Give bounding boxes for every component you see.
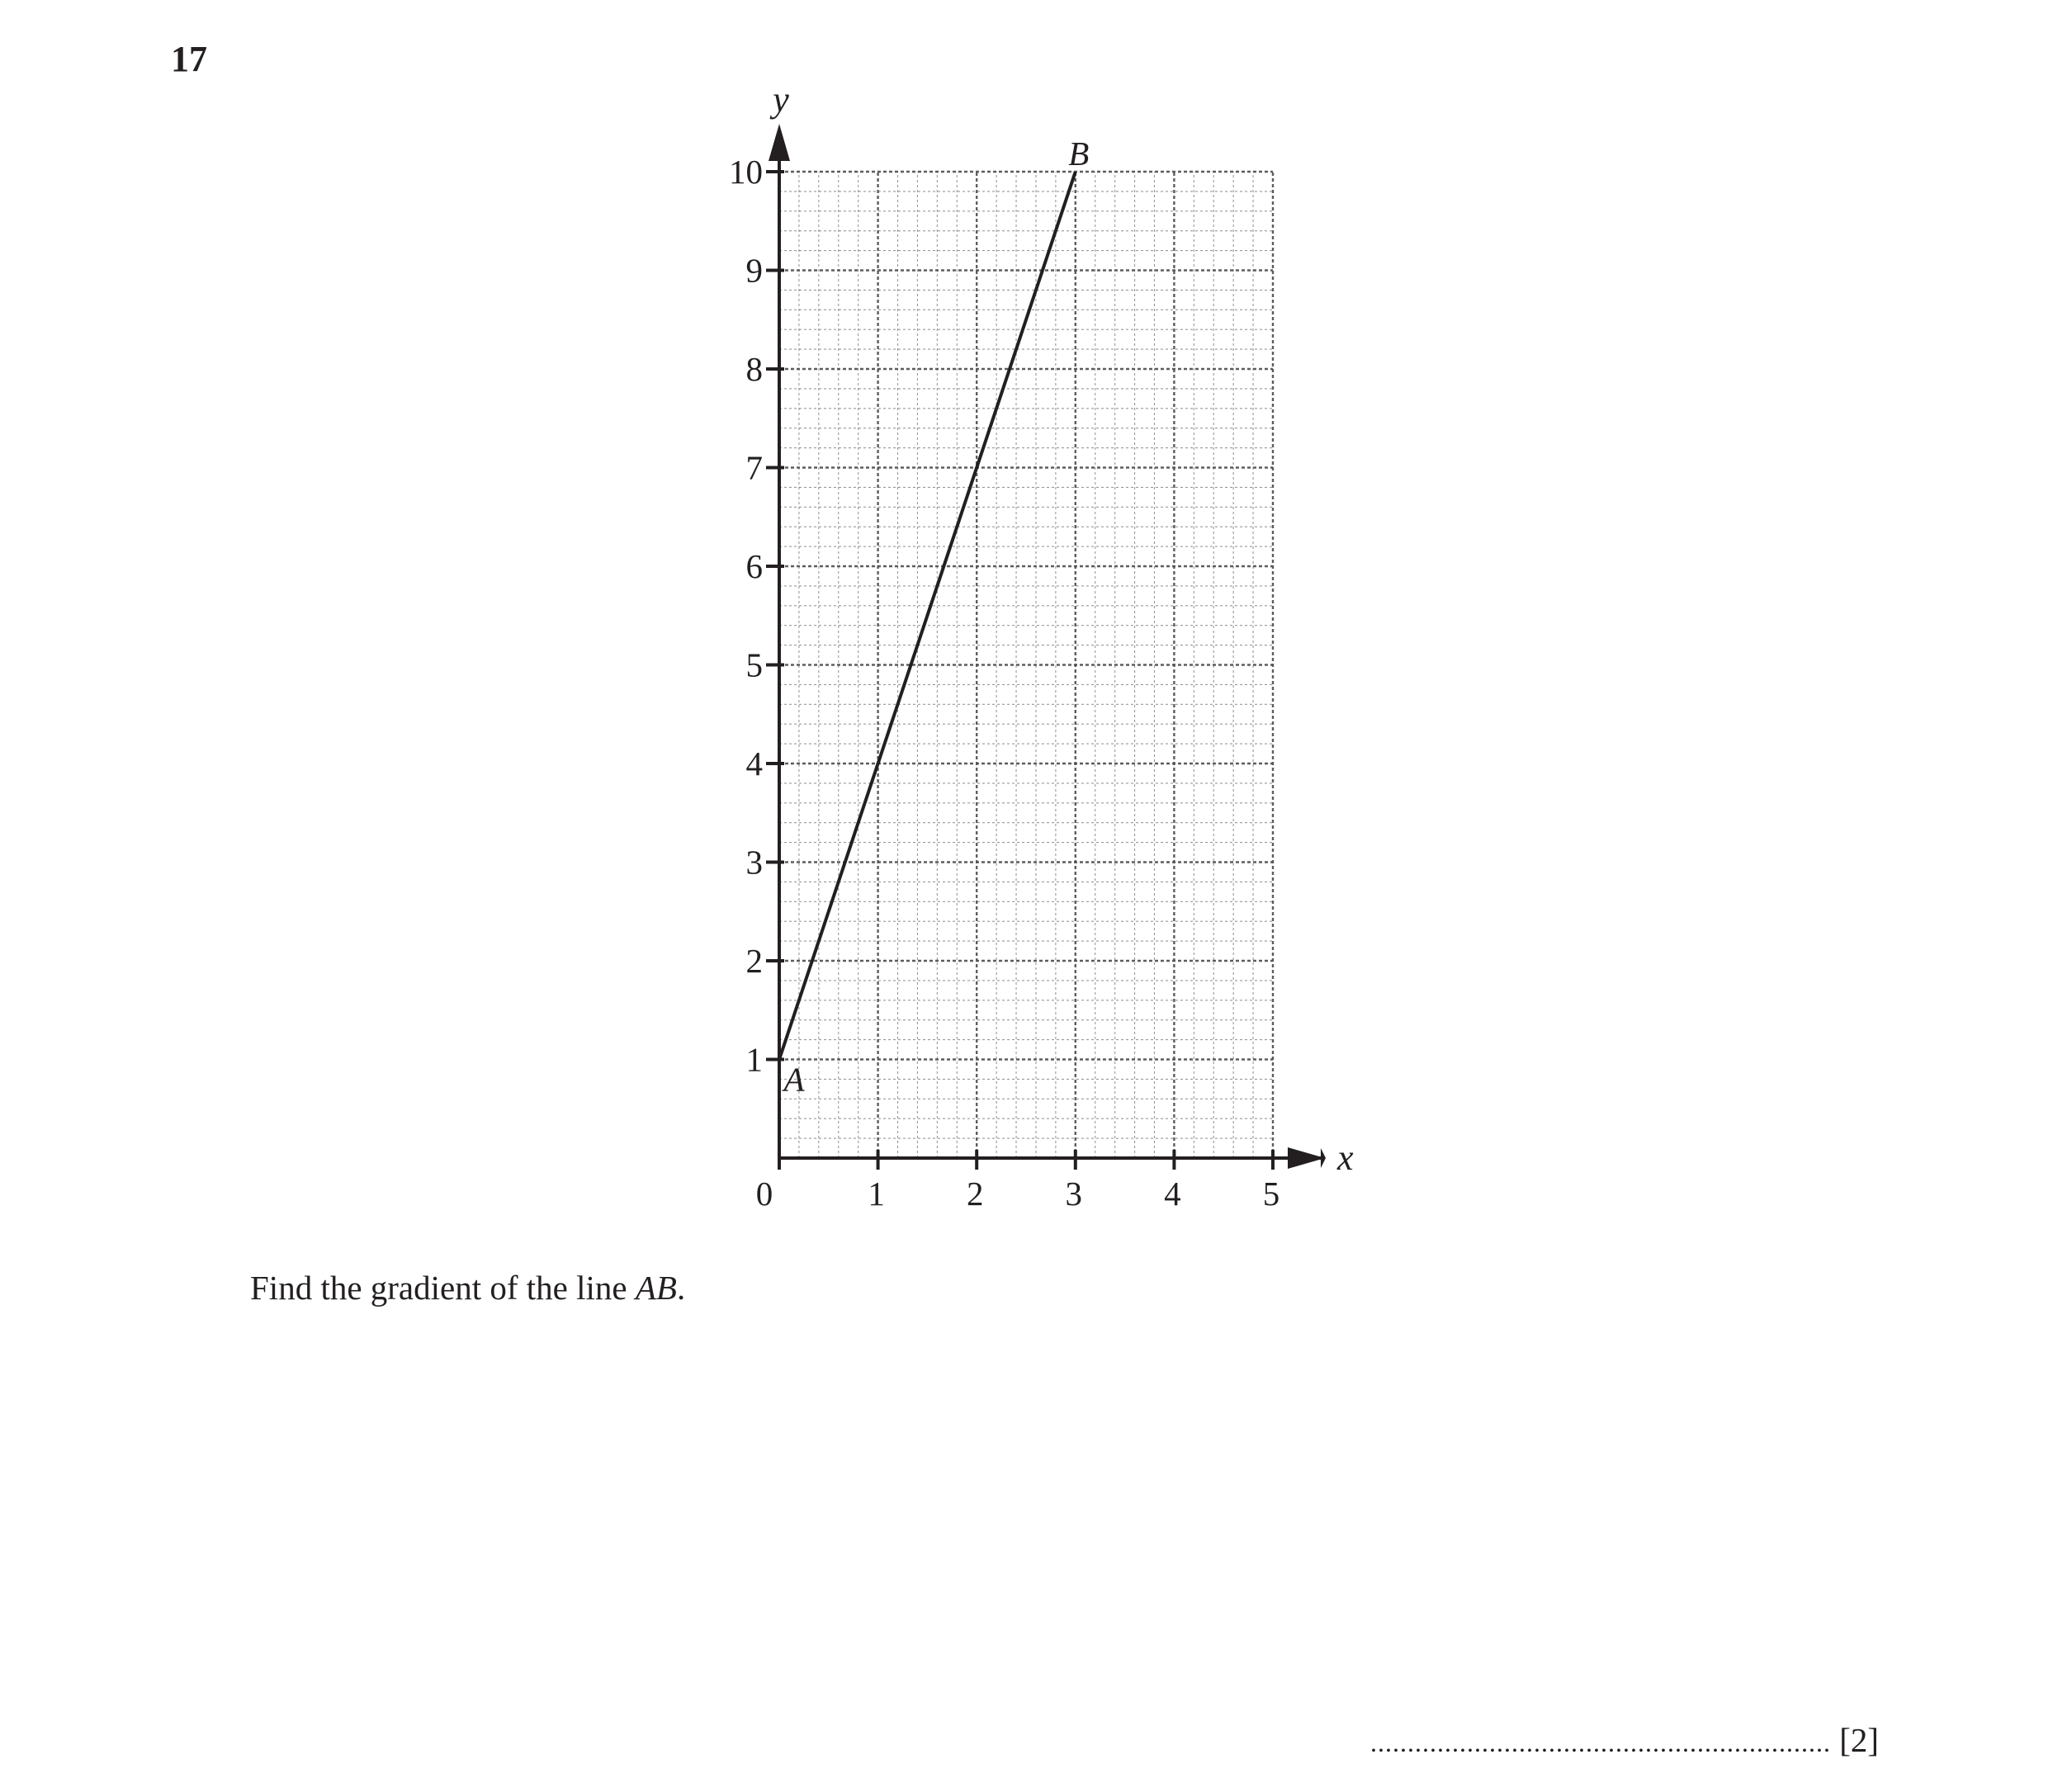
y-tick-label: 9 xyxy=(745,251,763,290)
x-tick-label: 0 xyxy=(755,1175,773,1213)
y-axis-arrowhead xyxy=(769,124,790,161)
x-axis-label: x xyxy=(1337,1137,1354,1178)
y-tick-label: 5 xyxy=(745,645,763,684)
series-layer xyxy=(779,172,1076,1060)
marks-label: [2] xyxy=(1839,1721,1880,1759)
axis-labels xyxy=(769,79,1354,1178)
point-label-b: B xyxy=(1068,135,1090,173)
question-text-end: . xyxy=(676,1269,686,1307)
x-tick-label: 5 xyxy=(1262,1175,1280,1213)
axes xyxy=(769,124,1326,1169)
y-tick-label: 6 xyxy=(745,547,763,585)
point-label-a: A xyxy=(783,1060,805,1099)
tick-labels xyxy=(729,153,1279,1213)
answer-line[interactable]: .............................................................. xyxy=(1370,1728,1831,1757)
question-text xyxy=(250,1271,685,1305)
x-tick-label: 3 xyxy=(1065,1175,1083,1213)
y-tick-label: 10 xyxy=(729,153,763,191)
answer-area xyxy=(1370,1723,1879,1757)
x-tick-label: 2 xyxy=(966,1175,984,1213)
y-axis-label: y xyxy=(773,79,789,120)
x-tick-label: 4 xyxy=(1164,1175,1181,1213)
question-text-start: Find the gradient of the line xyxy=(250,1269,636,1307)
y-tick-label: 3 xyxy=(745,843,763,882)
question-text-line-name: AB xyxy=(635,1269,677,1307)
question-number: 17 xyxy=(171,39,207,79)
y-tick-label: 7 xyxy=(745,448,763,487)
line-ab xyxy=(779,172,1076,1060)
y-tick-label: 1 xyxy=(745,1040,763,1079)
point-labels xyxy=(781,135,1089,1099)
x-axis-arrowhead xyxy=(1288,1147,1325,1169)
y-tick-label: 2 xyxy=(745,942,763,980)
x-tick-label: 1 xyxy=(868,1175,885,1213)
y-tick-label: 4 xyxy=(745,745,763,783)
y-tick-label: 8 xyxy=(745,350,763,388)
